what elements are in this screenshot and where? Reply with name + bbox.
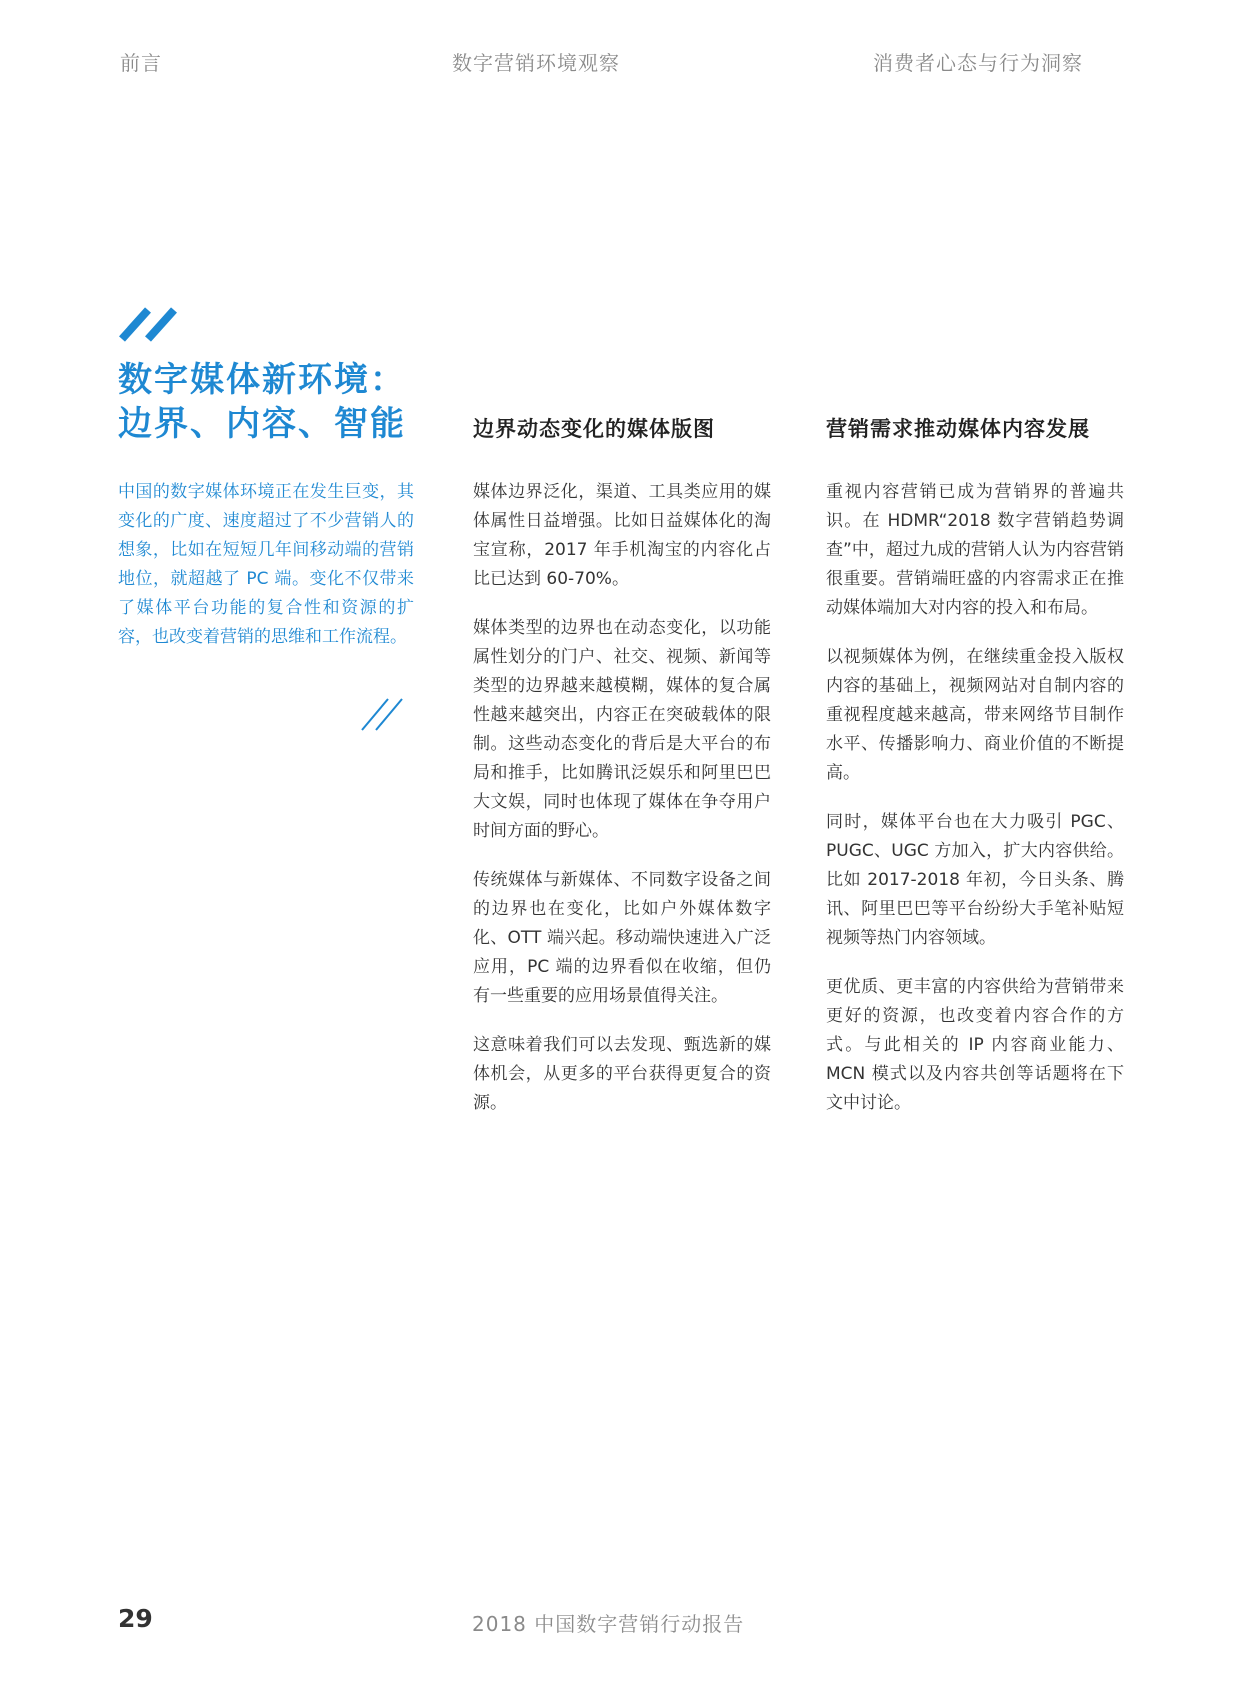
paragraph: 更优质、更丰富的内容供给为营销带来更好的资源，也改变着内容合作的方式。与此相关的 IP 内容商业能力、MCN 模式以及内容共创等话题将在下文中讨论。 bbox=[826, 977, 1124, 1113]
page-title bbox=[118, 358, 438, 446]
column-media-boundaries bbox=[473, 414, 771, 1138]
title-line-1: 数字媒体新环境： bbox=[118, 360, 406, 400]
column-content-demand bbox=[826, 414, 1124, 1138]
title-line-2: 边界、内容、智能 bbox=[118, 404, 406, 444]
intro-text: 中国的数字媒体环境正在发生巨变，其变化的广度、速度超过了不少营销人的想象，比如在短短几年间移动端的营销地位，就超越了 PC 端。变化不仅带来了媒体平台功能的复合性和资源的扩容，也改变着营销的思维和工作流程。 bbox=[118, 482, 414, 647]
nav-item-digital-marketing[interactable]: 数字营销环境观察 bbox=[452, 51, 620, 75]
paragraph: 媒体类型的边界也在动态变化，以功能属性划分的门户、社交、视频、新闻等类型的边界越来越模糊，媒体的复合属性越来越突出，内容正在突破载体的限制。这些动态变化的背后是大平台的布局和推手，比如腾讯泛娱乐和阿里巴巴大文娱，同时也体现了媒体在争夺用户时间方面的野心。 bbox=[473, 618, 771, 841]
page-number: 29 bbox=[118, 1604, 153, 1633]
paragraph: 重视内容营销已成为营销界的普遍共识。在 HDMR“2018 数字营销趋势调查”中，超过九成的营销人认为内容营销很重要。营销端旺盛的内容需求正在推动媒体端加大对内容的投入和布局。 bbox=[826, 482, 1124, 618]
report-title: 2018 中国数字营销行动报告 bbox=[472, 1612, 745, 1636]
column-heading: 营销需求推动媒体内容发展 bbox=[826, 417, 1090, 441]
paragraph: 传统媒体与新媒体、不同数字设备之间的边界也在变化，比如户外媒体数字化、OTT 端兴起。移动端快速进入广泛应用，PC 端的边界看似在收缩，但仍有一些重要的应用场景值得关注。 bbox=[473, 870, 771, 1006]
column-heading: 边界动态变化的媒体版图 bbox=[473, 417, 715, 441]
nav-item-consumer-insight[interactable]: 消费者心态与行为洞察 bbox=[873, 51, 1083, 75]
paragraph: 这意味着我们可以去发现、甄选新的媒体机会，从更多的平台获得更复合的资源。 bbox=[473, 1035, 771, 1113]
paragraph: 媒体边界泛化，渠道、工具类应用的媒体属性日益增强。比如日益媒体化的淘宝宣称，2017 年手机淘宝的内容化占比已达到 60-70%。 bbox=[473, 482, 771, 589]
double-slash-icon bbox=[118, 306, 180, 342]
double-slash-outline-icon bbox=[360, 696, 410, 732]
paragraph: 以视频媒体为例，在继续重金投入版权内容的基础上，视频网站对自制内容的重视程度越来越高，带来网络节目制作水平、传播影响力、商业价值的不断提高。 bbox=[826, 647, 1124, 783]
paragraph: 同时，媒体平台也在大力吸引 PGC、PUGC、UGC 方加入，扩大内容供给。比如 2017-2018 年初，今日头条、腾讯、阿里巴巴等平台纷纷大手笔补贴短视频等热门内容领域。 bbox=[826, 812, 1124, 948]
nav-item-preface[interactable]: 前言 bbox=[120, 51, 162, 75]
